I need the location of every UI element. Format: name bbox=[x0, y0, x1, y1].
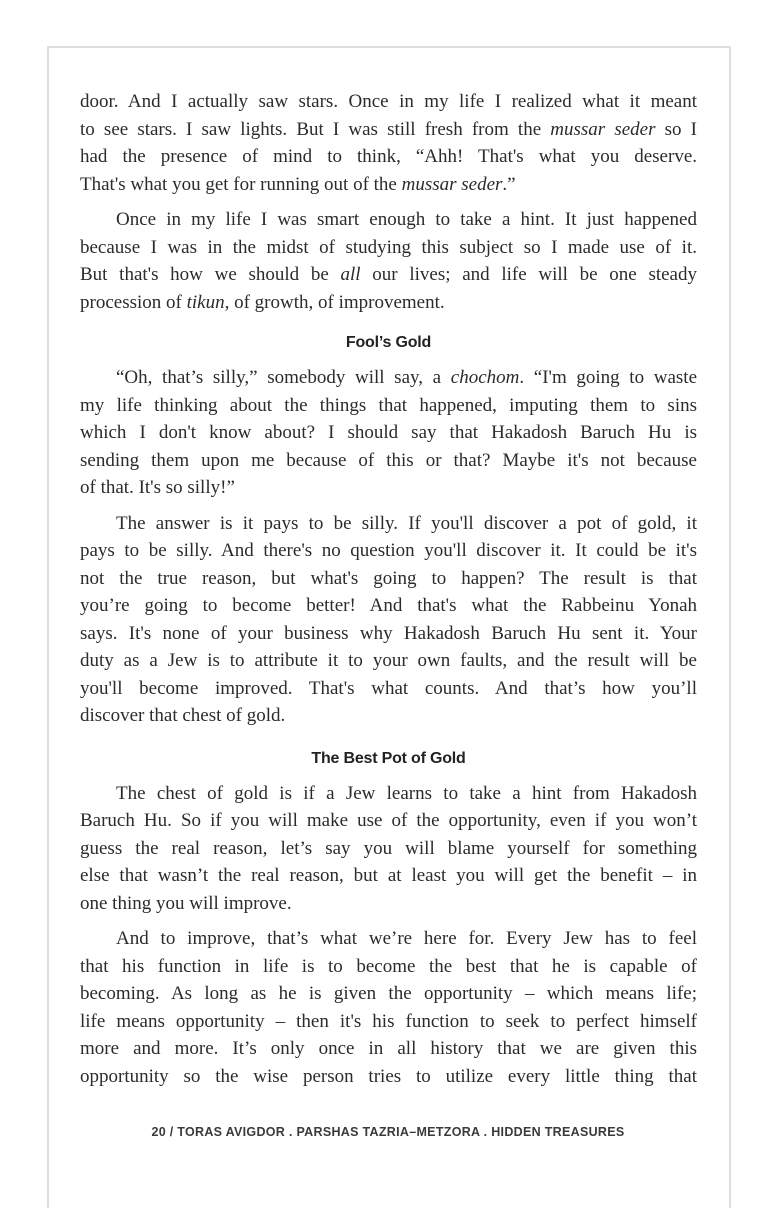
text-line bbox=[80, 289, 697, 317]
text-run: duty as a Jew is to attribute it to your own faults, and the result will be bbox=[80, 650, 697, 671]
text-line bbox=[80, 835, 697, 863]
text-line bbox=[80, 171, 697, 199]
text-run: , of growth, of improvement. bbox=[224, 291, 445, 313]
text-line bbox=[80, 364, 697, 392]
text-line bbox=[80, 510, 697, 538]
text-run: door. And I actually saw stars. Once in my life I realized what it meant bbox=[80, 91, 697, 112]
text-run: says. It's none of your business why Hakadosh Baruch Hu sent it. Your bbox=[80, 622, 697, 644]
italic-term: chochom bbox=[450, 367, 520, 388]
text-run: But that's how we should be bbox=[80, 264, 341, 285]
text-line bbox=[80, 116, 697, 144]
paragraph bbox=[80, 364, 697, 502]
text-line bbox=[80, 206, 697, 234]
text-run: procession of bbox=[80, 291, 187, 313]
text-run: opportunity so the wise person tries to utilize every little thing that bbox=[80, 1065, 697, 1087]
text-run: more and more. It’s only once in all history that we are given this bbox=[80, 1038, 697, 1059]
text-run: one thing you will improve. bbox=[80, 892, 292, 914]
text-run: The answer is it pays to be silly. If you'll discover a pot of gold, it bbox=[116, 512, 697, 534]
text-line bbox=[80, 261, 697, 289]
italic-term: mussar seder bbox=[550, 118, 656, 140]
paragraph bbox=[80, 925, 697, 1090]
text-line bbox=[80, 620, 697, 648]
text-run: And to improve, that’s what we’re here for. Every Jew has to feel bbox=[116, 928, 697, 949]
text-line bbox=[80, 702, 697, 730]
text-line bbox=[80, 780, 697, 808]
text-run: guess the real reason, let’s say you will blame yourself for something bbox=[80, 837, 697, 859]
paragraph bbox=[80, 510, 697, 730]
text-line bbox=[80, 675, 697, 703]
text-line bbox=[80, 419, 697, 447]
text-line bbox=[80, 447, 697, 475]
page-body bbox=[80, 88, 697, 1090]
text-run: our lives; and life will be one steady bbox=[360, 264, 697, 285]
text-line bbox=[80, 537, 697, 565]
text-line bbox=[80, 862, 697, 890]
text-run: sending them upon me because of this or that? Maybe it's not because bbox=[80, 449, 697, 471]
text-line bbox=[80, 1063, 697, 1091]
text-line bbox=[80, 474, 697, 502]
text-run: of that. It's so silly!” bbox=[80, 477, 235, 498]
text-run: Once in my life I was smart enough to take a hint. It just happened bbox=[116, 209, 697, 230]
text-run: because I was in the midst of studying this subject so I made use of it. bbox=[80, 236, 697, 258]
italic-term: tikun bbox=[186, 291, 225, 313]
italic-term: all bbox=[340, 264, 361, 285]
paragraph bbox=[80, 88, 697, 198]
text-run: becoming. As long as he is given the opportunity – which means life; bbox=[80, 983, 697, 1004]
text-run: so I bbox=[655, 118, 697, 140]
text-run: “Oh, that’s silly,” somebody will say, a bbox=[116, 367, 451, 388]
text-line bbox=[80, 592, 697, 620]
text-run: my life thinking about the things that happened, imputing them to sins bbox=[80, 394, 697, 416]
text-line bbox=[80, 807, 697, 835]
running-footer: 20 / TORAS AVIGDOR . PARSHAS TAZRIA–METZORA . HIDDEN TREASURES bbox=[151, 1125, 625, 1139]
text-run: discover that chest of gold. bbox=[80, 705, 286, 726]
text-run: Baruch Hu. So if you will make use of the opportunity, even if you won’t bbox=[80, 810, 697, 831]
text-line bbox=[80, 392, 697, 420]
text-line bbox=[80, 234, 697, 262]
text-line bbox=[80, 890, 697, 918]
text-line bbox=[80, 1035, 697, 1063]
text-line bbox=[80, 980, 697, 1008]
text-run: you’re going to become better! And that's what the Rabbeinu Yonah bbox=[80, 595, 697, 616]
text-line bbox=[80, 953, 697, 981]
text-run: life means opportunity – then it's his function to seek to perfect himself bbox=[80, 1010, 697, 1032]
text-run: That's what you get for running out of the bbox=[80, 173, 402, 195]
section-heading: The Best Pot of Gold bbox=[311, 749, 466, 767]
text-line bbox=[80, 925, 697, 953]
section-heading: Fool’s Gold bbox=[345, 334, 432, 351]
text-run: . “I'm going to waste bbox=[519, 367, 698, 388]
italic-term: mussar seder bbox=[401, 173, 503, 195]
text-run: not the true reason, but what's going to happen? The result is that bbox=[80, 567, 697, 589]
text-run: you'll become improved. That's what counts. And that’s how you’ll bbox=[80, 677, 697, 699]
text-run: which I don't know about? I should say that Hakadosh Baruch Hu is bbox=[80, 422, 697, 443]
text-run: had the presence of mind to think, “Ahh! That's what you deserve. bbox=[80, 146, 697, 167]
paragraph bbox=[80, 780, 697, 918]
paragraph bbox=[80, 206, 697, 316]
text-run: to see stars. I saw lights. But I was still fresh from the bbox=[80, 118, 551, 140]
text-line bbox=[80, 88, 697, 116]
text-line bbox=[80, 1008, 697, 1036]
text-line bbox=[80, 143, 697, 171]
text-run: else that wasn’t the real reason, but at least you will get the benefit – in bbox=[80, 865, 697, 886]
text-run: .” bbox=[502, 173, 516, 195]
text-line bbox=[80, 647, 697, 675]
text-run: that his function in life is to become the best that he is capable of bbox=[80, 955, 697, 977]
text-run: pays to be silly. And there's no question you'll discover it. It could be it's bbox=[80, 540, 697, 561]
text-line bbox=[80, 565, 697, 593]
text-run: The chest of gold is if a Jew learns to take a hint from Hakadosh bbox=[116, 782, 697, 804]
